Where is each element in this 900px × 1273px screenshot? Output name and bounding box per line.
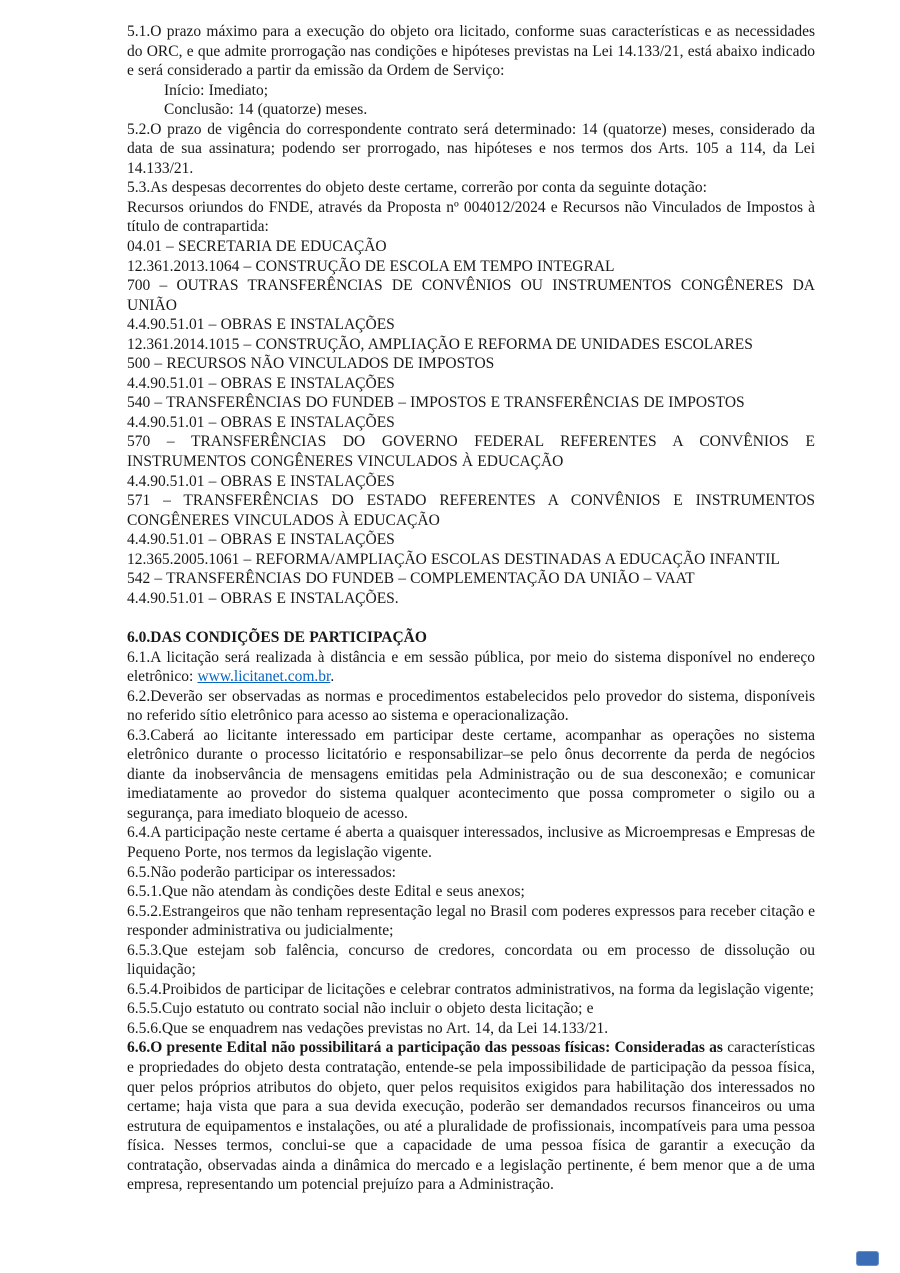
budget-line: 4.4.90.51.01 – OBRAS E INSTALAÇÕES [127,531,395,549]
clause-6-1-text: 6.1.A licitação será realizada à distância e em sessão pública, por meio do sistema disponível no endereço eletrônico: [127,648,815,686]
budget-line: 4.4.90.51.01 – OBRAS E INSTALAÇÕES [127,316,395,334]
clause-6-5-1: 6.5.1.Que não atendam às condições deste Edital e seus anexos; [127,883,525,901]
clause-5-2: 5.2.O prazo de vigência do correspondente contrato será determinado: 14 (quatorze) meses, considerado da data de sua assinatura; podendo ser prorrogado, nas hipóteses e nos termos dos Arts. 105 a 114, da Lei 14.133/21. [127,120,815,177]
clause-6-6-lead: 6.6.O presente Edital não possibilitará a participação das pessoas físicas: Consideradas as [127,1039,723,1057]
clause-5-1: 5.1.O prazo máximo para a execução do objeto ora licitado, conforme suas características e as necessidades do ORC, e que admite prorrogação nas condições e hipóteses previstas na Lei 14.133/21, está abaixo indicado e será considerado a partir da emissão da Ordem de Serviço: [127,23,815,80]
corner-mark [856,1251,879,1266]
clause-6-5-2: 6.5.2.Estrangeiros que não tenham representação legal no Brasil com poderes expressos para receber citação e responder administrativa ou judicialmente; [127,902,815,940]
clause-6-5-5: 6.5.5.Cujo estatuto ou contrato social não incluir o objeto desta licitação; e [127,1000,594,1018]
clause-6-5-4: 6.5.4.Proibidos de participar de licitações e celebrar contratos administrativos, na forma da legislação vigente; [127,980,814,998]
funding-intro: Recursos oriundos do FNDE, através da Proposta nº 004012/2024 e Recursos não Vinculados de Impostos à título de contrapartida: [127,198,815,236]
budget-line: 12.361.2013.1064 – CONSTRUÇÃO DE ESCOLA EM TEMPO INTEGRAL [127,257,615,275]
clause-6-5-6: 6.5.6.Que se enquadrem nas vedações previstas no Art. 14, da Lei 14.133/21. [127,1019,609,1037]
licitanet-link[interactable]: www.licitanet.com.br [197,668,331,686]
clause-6-1-period: . [330,668,335,686]
budget-line: 12.361.2014.1015 – CONSTRUÇÃO, AMPLIAÇÃO E REFORMA DE UNIDADES ESCOLARES [127,335,753,353]
clause-6-2: 6.2.Deverão ser observadas as normas e procedimentos estabelecidos pelo provedor do sistema, disponíveis no referido sítio eletrônico para acesso ao sistema e operacionalização. [127,687,815,725]
budget-line: 540 – TRANSFERÊNCIAS DO FUNDEB – IMPOSTOS E TRANSFERÊNCIAS DE IMPOSTOS [127,394,745,412]
budget-line: 12.365.2005.1061 – REFORMA/AMPLIAÇÃO ESCOLAS DESTINADAS A EDUCAÇÃO INFANTIL [127,550,780,568]
budget-line: 700 – OUTRAS TRANSFERÊNCIAS DE CONVÊNIOS OU INSTRUMENTOS CONGÊNERES DA UNIÃO [127,277,815,314]
clause-6-5: 6.5.Não poderão participar os interessados: [127,863,396,881]
budget-line: 571 – TRANSFERÊNCIAS DO ESTADO REFERENTES A CONVÊNIOS E INSTRUMENTOS CONGÊNERES VINCULADOS À EDUCAÇÃO [127,492,815,529]
clause-6-3: 6.3.Caberá ao licitante interessado em participar deste certame, acompanhar as operações no sistema eletrônico durante o processo licitatório e responsabilizar–se pelo ônus decorrente da perda de negócios diante da inobservância de mensagens emitidas pela Administração ou de sua desconexão; e comunicar imediatamente ao provedor do sistema qualquer acontecimento que possa comprometer o sigilo ou a segurança, para imediato bloqueio de acesso. [127,726,815,822]
section-6-heading: 6.0.DAS CONDIÇÕES DE PARTICIPAÇÃO [127,628,427,646]
inicio-line: Início: Imediato; [164,81,269,99]
clause-6-6 [127,1038,815,1194]
budget-line: 542 – TRANSFERÊNCIAS DO FUNDEB – COMPLEMENTAÇÃO DA UNIÃO – VAAT [127,570,695,588]
budget-line: 4.4.90.51.01 – OBRAS E INSTALAÇÕES. [127,589,399,607]
budget-line: 4.4.90.51.01 – OBRAS E INSTALAÇÕES [127,374,395,392]
budget-line: 500 – RECURSOS NÃO VINCULADOS DE IMPOSTOS [127,355,495,373]
budget-line: 570 – TRANSFERÊNCIAS DO GOVERNO FEDERAL REFERENTES A CONVÊNIOS E INSTRUMENTOS CONGÊNERES VINCULADOS À EDUCAÇÃO [127,433,815,471]
clause-6-4: 6.4.A participação neste certame é aberta a quaisquer interessados, inclusive as Microempresas e Empresas de Pequeno Porte, nos termos da legislação vigente. [127,824,815,861]
clause-5-3: 5.3.As despesas decorrentes do objeto deste certame, correrão por conta da seguinte dotação: [127,179,707,197]
clause-6-1 [127,648,815,687]
conclusao-line: Conclusão: 14 (quatorze) meses. [164,101,368,119]
budget-line: 04.01 – SECRETARIA DE EDUCAÇÃO [127,238,387,256]
budget-line: 4.4.90.51.01 – OBRAS E INSTALAÇÕES [127,472,395,490]
clause-6-5-3: 6.5.3.Que estejam sob falência, concurso de credores, concordata ou em processo de dissolução ou liquidação; [127,941,815,979]
clause-6-6-body: características e propriedades do objeto desta contratação, entende-se pela impossibilidade de participação da pessoa física, quer pelos próprios atributos do objeto, quer pelos requisitos exigidos para habilitação dos interessados no certame; haja vista que para a sua devida execução, poderão ser demandados recursos financeiros ou uma estrutura de equipamentos e instalações, ou até a pluralidade de profissionais, incompatíveis para uma pessoa física. Nesses termos, conclui-se que a capacidade de uma pessoa física de garantir a execução da contratação, observadas ainda a dinâmica do mercado e a legislação pertinente, é bem menor que a de uma empresa, representando um potencial prejuízo para a Administração. [127,1039,815,1194]
budget-line: 4.4.90.51.01 – OBRAS E INSTALAÇÕES [127,413,395,431]
